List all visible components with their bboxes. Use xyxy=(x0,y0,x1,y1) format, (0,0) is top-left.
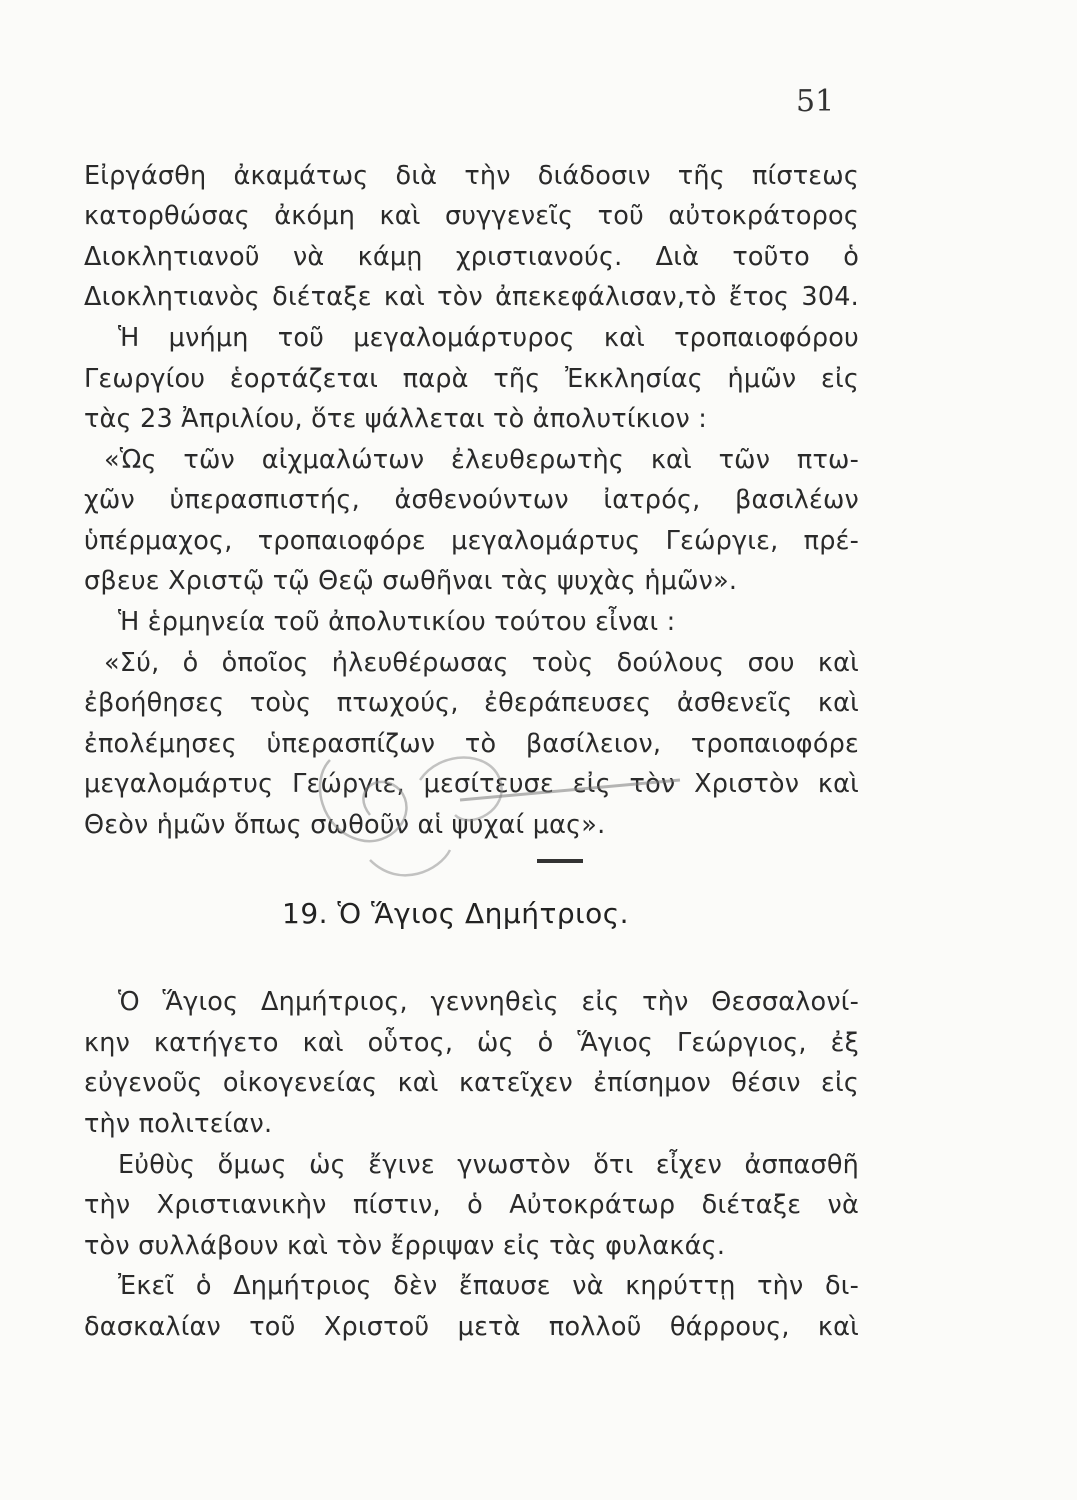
text-line: κην κατήγετο καὶ οὗτος, ὡς ὁ Ἅγιος Γεώργιος, ἐξ xyxy=(84,1028,859,1058)
section-heading: 19. Ὁ Ἅγιος Δημήτριος. xyxy=(282,897,630,930)
text-line: τὸν συλλάβουν καὶ τὸν ἔρριψαν εἰς τὰς φυλακάς. xyxy=(84,1231,726,1261)
text-line: μεγαλομάρτυς Γεώργιε, μεσίτευσε εἰς τὸν Χριστὸν καὶ xyxy=(84,769,859,799)
text-line: Διοκλητιανὸς διέταξε καὶ τὸν ἀπεκεφάλισαν,τὸ ἔτος 304. xyxy=(84,282,859,312)
text-line: Ἡ μνήμη τοῦ μεγαλομάρτυρος καὶ τροπαιοφόρου xyxy=(118,323,859,353)
text-line: τὰς 23 Ἀπριλίου, ὅτε ψάλλεται τὸ ἀπολυτίκιον : xyxy=(84,404,708,434)
text-line: ἐπολέμησες ὑπερασπίζων τὸ βασίλειον, τροπαιοφόρε xyxy=(84,729,859,759)
text-line: Ἡ ἑρμηνεία τοῦ ἀπολυτικίου τούτου εἶναι : xyxy=(118,607,676,637)
text-line: Γεωργίου ἑορτάζεται παρὰ τῆς Ἐκκλησίας ἡμῶν εἰς xyxy=(84,364,859,394)
text-line: Ὁ Ἅγιος Δημήτριος, γεννηθεὶς εἰς τὴν Θεσσαλονί- xyxy=(118,987,859,1017)
text-line: ὑπέρμαχος, τροπαιοφόρε μεγαλομάρτυς Γεώργιε, πρέ- xyxy=(84,526,859,556)
page-number: 51 xyxy=(796,84,835,119)
text-line: χῶν ὑπερασπιστής, ἀσθενούντων ἰατρός, βασιλέων xyxy=(84,485,859,515)
text-line: Ἐκεῖ ὁ Δημήτριος δὲν ἔπαυσε νὰ κηρύττῃ τὴν δι- xyxy=(118,1271,859,1301)
text-line: εὐγενοῦς οἰκογενείας καὶ κατεῖχεν ἐπίσημον θέσιν εἰς xyxy=(84,1068,859,1098)
text-line: Εἰργάσθη ἀκαμάτως διὰ τὴν διάδοσιν τῆς πίστεως xyxy=(84,161,859,191)
text-line: «Σύ, ὁ ὁποῖος ἠλευθέρωσας τοὺς δούλους σου καὶ xyxy=(104,648,859,678)
text-line: σβευε Χριστῷ τῷ Θεῷ σωθῆναι τὰς ψυχὰς ἡμῶν». xyxy=(84,566,738,596)
text-line: Εὐθὺς ὅμως ὡς ἔγινε γνωστὸν ὅτι εἶχεν ἀσπασθῆ xyxy=(118,1150,859,1180)
text-line: Διοκλητιανοῦ νὰ κάμῃ χριστιανούς. Διὰ τοῦτο ὁ xyxy=(84,242,859,272)
text-line: Θεὸν ἡμῶν ὅπως σωθοῦν αἱ ψυχαί μας». xyxy=(84,810,606,840)
handwritten-scribble xyxy=(270,720,690,900)
text-line: κατορθώσας ἀκόμη καὶ συγγενεῖς τοῦ αὐτοκράτορος xyxy=(84,201,859,231)
text-line: ἐβοήθησες τοὺς πτωχούς, ἐθεράπευσες ἀσθενεῖς καὶ xyxy=(84,688,859,718)
text-line: δασκαλίαν τοῦ Χριστοῦ μετὰ πολλοῦ θάρρους, καὶ xyxy=(84,1312,859,1342)
text-line: «Ὡς τῶν αἰχμαλώτων ἐλευθερωτὴς καὶ τῶν πτω- xyxy=(104,445,859,475)
text-line: τὴν πολιτείαν. xyxy=(84,1109,273,1139)
text-line: τὴν Χριστιανικὴν πίστιν, ὁ Αὐτοκράτωρ διέταξε νὰ xyxy=(84,1190,859,1220)
